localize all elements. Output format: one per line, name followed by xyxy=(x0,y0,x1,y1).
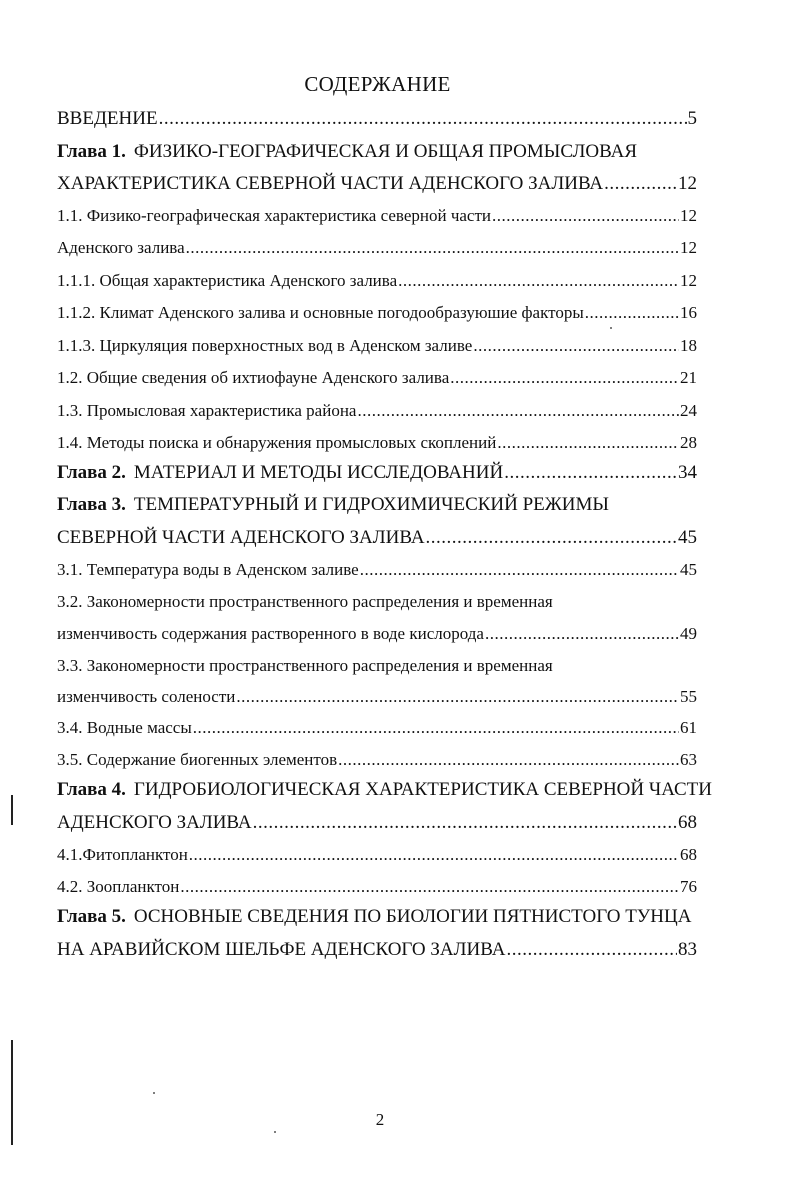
toc-leader-dots xyxy=(236,687,679,707)
toc-entry-text: 4.2. Зоопланктон xyxy=(57,877,180,896)
chapter-label: Глава 2. xyxy=(57,462,126,483)
toc-entry xyxy=(57,592,697,612)
toc-page-number: 61 xyxy=(680,718,697,737)
toc-entry xyxy=(57,845,697,865)
toc-page-number: 55 xyxy=(680,687,697,706)
toc-leader-dots xyxy=(180,877,679,897)
toc-leader-dots xyxy=(193,718,679,738)
page-title: СОДЕРЖАНИЕ xyxy=(304,72,451,96)
toc-entry-text: ВВЕДЕНИЕ xyxy=(57,108,158,129)
toc-entry xyxy=(57,624,697,644)
toc-entry xyxy=(57,206,697,226)
toc-page-number: 12 xyxy=(680,238,697,257)
toc-chapter-heading xyxy=(57,494,697,516)
toc-entry-text: СЕВЕРНОЙ ЧАСТИ АДЕНСКОГО ЗАЛИВА xyxy=(57,527,425,548)
toc-page-number: 49 xyxy=(680,624,697,643)
toc-entry-text xyxy=(57,141,637,163)
toc-leader-dots xyxy=(253,812,677,834)
toc-entry-text: НА АРАВИЙСКОМ ШЕЛЬФЕ АДЕНСКОГО ЗАЛИВА xyxy=(57,939,506,960)
toc-chapter-heading xyxy=(57,779,713,801)
toc-leader-dots xyxy=(450,368,679,388)
toc-entry-text: 3.5. Содержание биогенных элементов xyxy=(57,750,338,769)
toc-entry-text: 1.1.1. Общая характеристика Аденского залива xyxy=(57,271,398,290)
toc-entry-text: 1.1. Физико-географическая характеристика северной части xyxy=(57,206,491,225)
toc-entry-text: 3.3. Закономерности пространственного распределения и временная xyxy=(57,656,553,675)
toc-leader-dots xyxy=(338,750,679,770)
toc-page-number: 12 xyxy=(680,271,697,290)
toc-leader-dots xyxy=(585,303,679,323)
toc-page-number: 5 xyxy=(687,108,697,129)
toc-leader-dots xyxy=(497,433,679,453)
toc-entry-text: изменчивость солености xyxy=(57,687,236,706)
toc-entry-text xyxy=(57,779,712,801)
scan-margin-mark xyxy=(11,1040,13,1145)
toc-leader-dots xyxy=(506,939,677,961)
toc-entry xyxy=(57,939,697,961)
toc-entry xyxy=(57,718,697,738)
toc-entry xyxy=(57,401,697,421)
toc-page-number: 45 xyxy=(680,560,697,579)
toc-page-number: 28 xyxy=(680,433,697,452)
toc-leader-dots xyxy=(186,238,679,258)
toc-entry xyxy=(57,877,697,897)
toc-entry xyxy=(57,560,697,580)
chapter-label: Глава 4. xyxy=(57,779,126,800)
toc-page-number: 12 xyxy=(680,206,697,225)
toc-entry-text: 4.1.Фитопланктон xyxy=(57,845,188,864)
scan-speck xyxy=(610,327,612,329)
chapter-title: ФИЗИКО-ГЕОГРАФИЧЕСКАЯ И ОБЩАЯ ПРОМЫСЛОВАЯ xyxy=(133,141,638,162)
toc-leader-dots xyxy=(485,624,679,644)
toc-page-number: 68 xyxy=(680,845,697,864)
toc-page-number: 63 xyxy=(680,750,697,769)
toc-entry-text xyxy=(57,462,503,484)
toc-entry-text: Аденского залива xyxy=(57,238,185,257)
toc-entry-text: 1.3. Промысловая характеристика района xyxy=(57,401,357,420)
chapter-title: МАТЕРИАЛ И МЕТОДЫ ИССЛЕДОВАНИЙ xyxy=(133,462,504,483)
toc-leader-dots xyxy=(189,845,679,865)
toc-entry-text: 1.2. Общие сведения об ихтиофауне Аденского залива xyxy=(57,368,450,387)
toc-entry-text: 3.4. Водные массы xyxy=(57,718,192,737)
toc-page-number: 12 xyxy=(678,173,697,194)
toc-page-number: 34 xyxy=(678,462,697,483)
toc-page-number: 83 xyxy=(678,939,697,960)
toc-entry-text xyxy=(57,494,609,516)
toc-entry-text: АДЕНСКОГО ЗАЛИВА xyxy=(57,812,252,833)
toc-page-number: 16 xyxy=(680,303,697,322)
toc-leader-dots xyxy=(357,401,679,421)
toc-entry xyxy=(57,656,697,676)
toc-entry-text: 1.1.3. Циркуляция поверхностных вод в Аденском заливе xyxy=(57,336,473,355)
toc-leader-dots xyxy=(473,336,679,356)
toc-entry xyxy=(57,687,697,707)
toc-entry-text: 3.1. Температура воды в Аденском заливе xyxy=(57,560,359,579)
toc-leader-dots xyxy=(504,462,677,484)
toc-page-number: 24 xyxy=(680,401,697,420)
toc-entry xyxy=(57,527,697,549)
toc-entry xyxy=(57,238,697,258)
toc-leader-dots xyxy=(360,560,679,580)
toc-entry xyxy=(57,173,697,195)
toc-entry-text: 1.4. Методы поиска и обнаружения промысловых скоплений xyxy=(57,433,497,452)
toc-entry xyxy=(57,433,697,453)
toc-leader-dots xyxy=(159,108,687,130)
toc-page-number: 45 xyxy=(678,527,697,548)
toc-leader-dots xyxy=(398,271,679,291)
scan-speck xyxy=(274,1131,276,1133)
toc-page-number: 21 xyxy=(680,368,697,387)
chapter-title: ГИДРОБИОЛОГИЧЕСКАЯ ХАРАКТЕРИСТИКА СЕВЕРНОЙ ЧАСТИ xyxy=(133,779,713,800)
toc-entry xyxy=(57,812,697,834)
toc-chapter-heading xyxy=(57,141,697,163)
toc-entry xyxy=(57,368,697,388)
toc-entry-text: изменчивость содержания растворенного в воде кислорода xyxy=(57,624,484,643)
toc-page-number: 76 xyxy=(680,877,697,896)
toc-leader-dots xyxy=(426,527,677,549)
chapter-title: ОСНОВНЫЕ СВЕДЕНИЯ ПО БИОЛОГИИ ПЯТНИСТОГО ТУНЦА xyxy=(133,906,692,927)
chapter-label: Глава 1. xyxy=(57,141,126,162)
toc-entry xyxy=(57,271,697,291)
toc-entry xyxy=(57,336,697,356)
toc-page-number: 18 xyxy=(680,336,697,355)
toc-entry-text xyxy=(57,906,691,928)
toc-leader-dots xyxy=(492,206,679,226)
chapter-label: Глава 3. xyxy=(57,494,126,515)
toc-entry-text: ХАРАКТЕРИСТИКА СЕВЕРНОЙ ЧАСТИ АДЕНСКОГО ЗАЛИВА xyxy=(57,173,604,194)
toc-entry-text: 3.2. Закономерности пространственного распределения и временная xyxy=(57,592,553,611)
chapter-title: ТЕМПЕРАТУРНЫЙ И ГИДРОХИМИЧЕСКИЙ РЕЖИМЫ xyxy=(133,494,609,515)
toc-entry-text: 1.1.2. Климат Аденского залива и основные погодообразуюшие факторы xyxy=(57,303,584,322)
scan-speck xyxy=(153,1092,155,1094)
toc-entry xyxy=(57,108,697,130)
toc-page-number: 68 xyxy=(678,812,697,833)
toc-entry xyxy=(57,303,697,323)
chapter-label: Глава 5. xyxy=(57,906,126,927)
scan-margin-mark xyxy=(11,795,13,825)
page-number: 2 xyxy=(375,1110,385,1129)
toc-chapter-entry xyxy=(57,462,697,484)
toc-chapter-heading xyxy=(57,906,697,928)
toc-leader-dots xyxy=(604,173,677,195)
toc-entry xyxy=(57,750,697,770)
